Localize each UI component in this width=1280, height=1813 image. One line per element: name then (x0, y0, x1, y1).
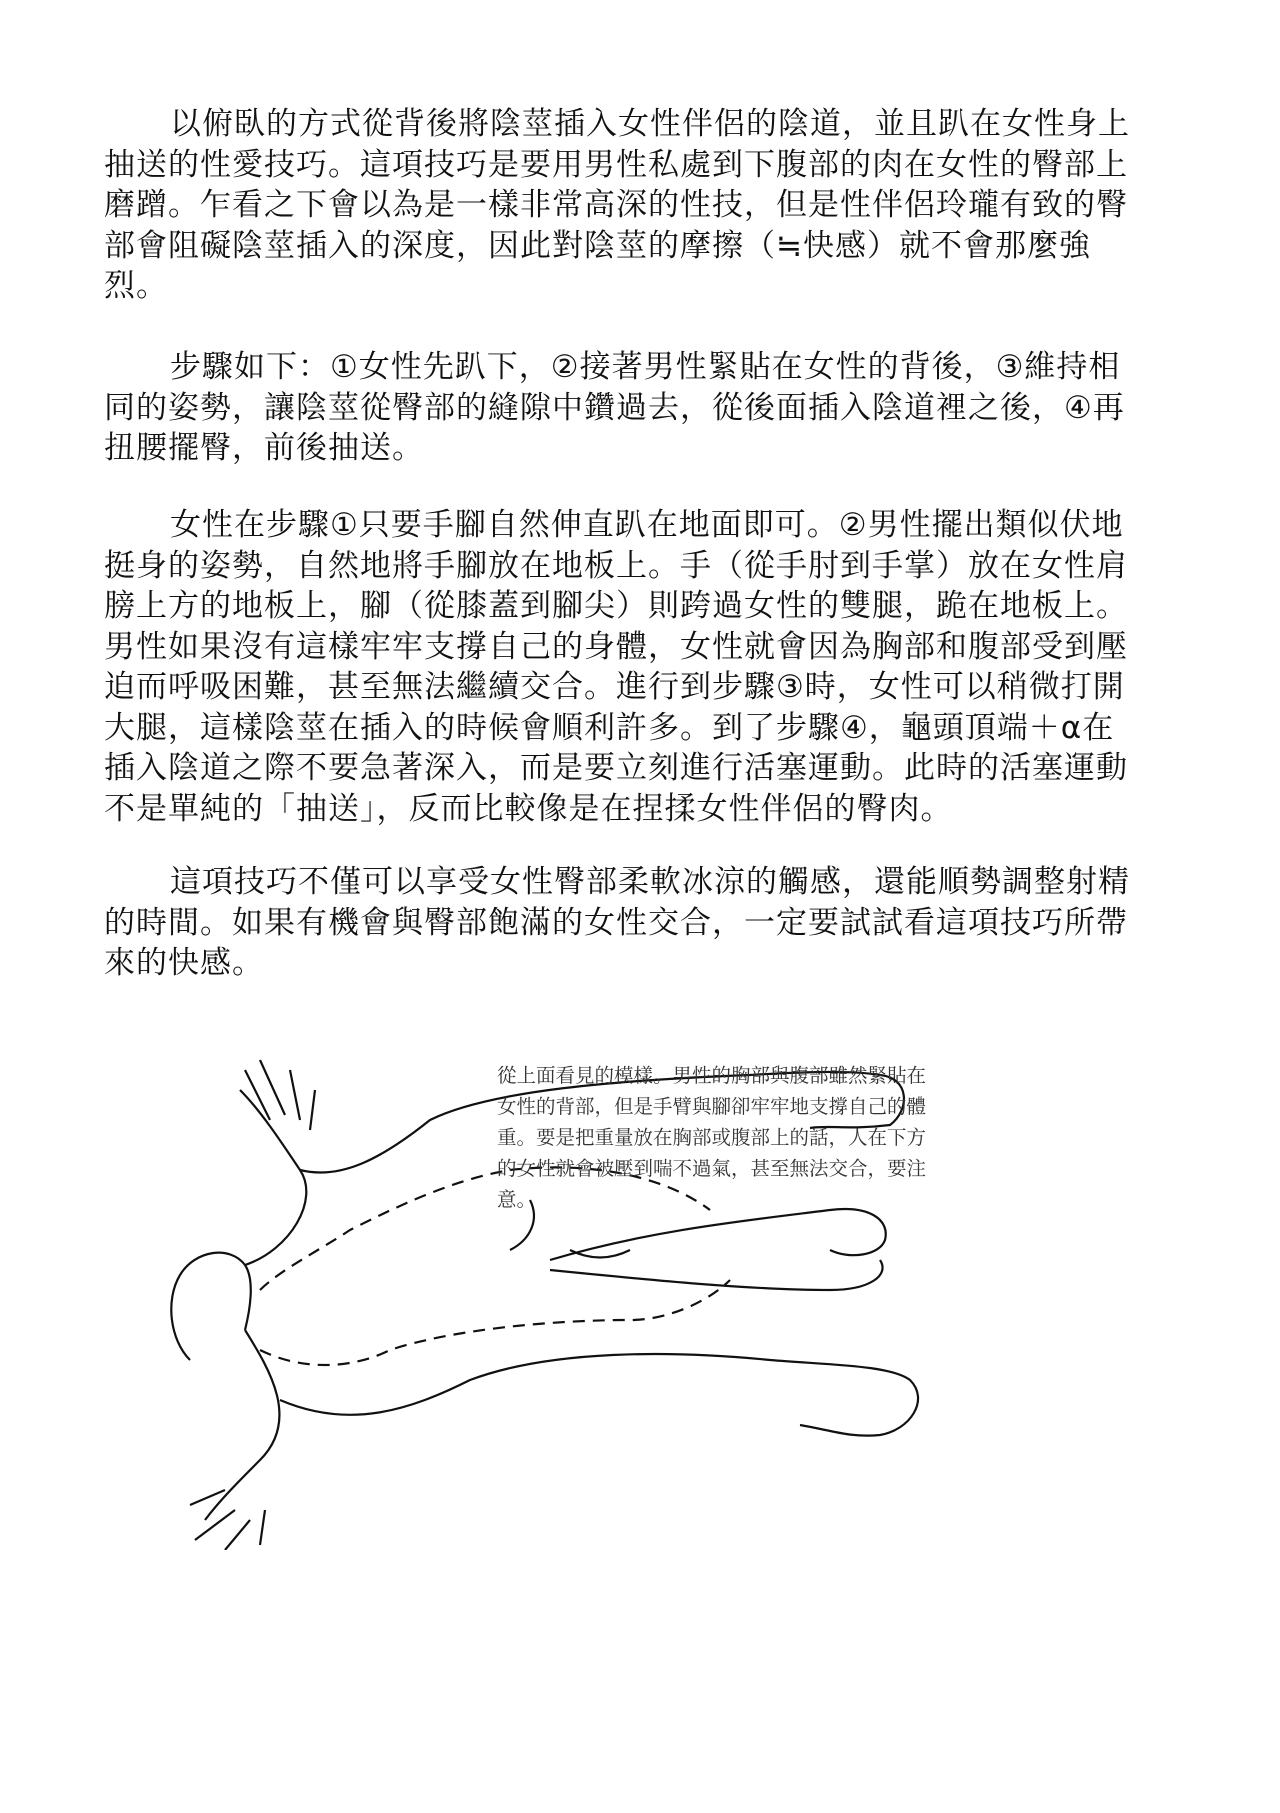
head-outline (171, 1253, 250, 1360)
caption-line: 意。 (497, 1188, 537, 1211)
text-line: 同的姿勢，讓陰莖從臀部的縫隙中鑽過去，從後面插入陰道裡之後，④再 (104, 389, 1125, 426)
text-line: 不是單純的「抽送」，反而比較像是在捏揉女性伴侶的臀肉。 (104, 790, 953, 827)
text-line: 迫而呼吸困難，甚至無法繼續交合。進行到步驟③時，女性可以稍微打開 (104, 669, 1125, 705)
text-line: 挺身的姿勢，自然地將手腳放在地板上。手（從手肘到手掌）放在女性肩 (104, 547, 1128, 584)
paragraph-conclusion (104, 862, 1194, 984)
paragraph-steps (104, 347, 1194, 469)
text-line: 步驟如下：①女性先趴下，②接著男性緊貼在女性的背後，③維持相 (170, 349, 1121, 385)
paragraph-intro (104, 104, 1194, 307)
text-line: 膀上方的地板上，腳（從膝蓋到腳尖）則跨過女性的雙腿，跪在地板上。 (104, 588, 1128, 624)
text-line: 扭腰擺臀，前後抽送。 (104, 430, 424, 466)
figure-caption (497, 1060, 1057, 1215)
text-line: 這項技巧不僅可以享受女性臀部柔軟冰涼的觸感，還能順勢調整射精 (170, 864, 1130, 900)
text-line: 女性在步驟①只要手腳自然伸直趴在地面即可。②男性擺出類似伏地 (170, 507, 1124, 543)
text-line: 插入陰道之際不要急著深入，而是要立刻進行活塞運動。此時的活塞運動 (104, 750, 1128, 786)
text-line: 以俯臥的方式從背後將陰莖插入女性伴侶的陰道，並且趴在女性身上 (170, 106, 1130, 142)
text-line: 烈。 (104, 268, 168, 304)
text-line: 磨蹭。乍看之下會以為是一樣非常高深的性技，但是性伴侶玲瓏有致的臀 (104, 187, 1128, 223)
caption-line: 從上面看見的模樣。男性的胸部與腹部雖然緊貼在 (497, 1064, 927, 1087)
caption-line: 女性的背部，但是手臂與腳卻牢牢地支撐自己的體 (497, 1095, 927, 1118)
text-line: 大腿，這樣陰莖在插入的時候會順利許多。到了步驟④，龜頭頂端＋α在 (104, 709, 1115, 746)
caption-line: 的女性就會被壓到喘不過氣，甚至無法交合，要注 (497, 1157, 927, 1180)
arm-upper-outline (240, 1060, 315, 1265)
text-line: 部會阻礙陰莖插入的深度，因此對陰莖的摩擦（≒快感）就不會那麼強 (104, 227, 1092, 264)
torso-bottom-outline (280, 1354, 918, 1436)
text-line: 的時間。如果有機會與臀部飽滿的女性交合，一定要試試看這項技巧所帶 (104, 904, 1128, 941)
arm-lower-outline (190, 1330, 279, 1550)
text-line: 抽送的性愛技巧。這項技巧是要用男性私處到下腹部的肉在女性的臀部上 (104, 146, 1128, 183)
text-line: 男性如果沒有這樣牢牢支撐自己的身體，女性就會因為胸部和腹部受到壓 (104, 628, 1128, 665)
paragraph-details (104, 505, 1194, 829)
caption-line: 重。要是把重量放在胸部或腹部上的話，人在下方 (497, 1126, 927, 1149)
text-line: 來的快感。 (104, 945, 264, 981)
legs-outline (550, 1209, 886, 1290)
